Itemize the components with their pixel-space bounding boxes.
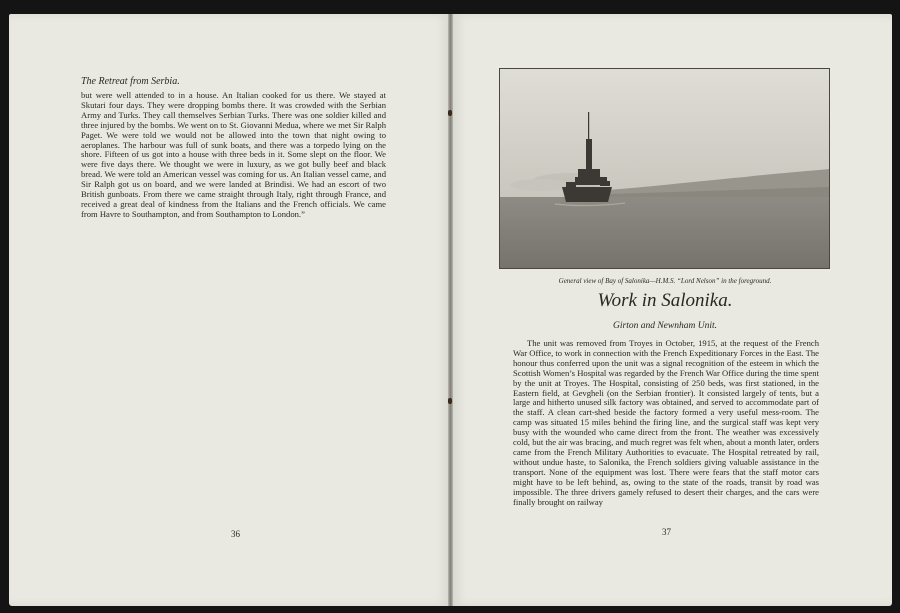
article-title: Work in Salonika. [597, 290, 733, 311]
photo-caption: General view of Bay of Salonika—H.M.S. “Lord Nelson” in the foreground. [558, 277, 772, 285]
left-body-text [81, 91, 386, 220]
book-gutter [448, 14, 453, 606]
page-number-right: 37 [662, 527, 671, 537]
paragraph: The unit was removed from Troyes in October, 1915, at the request of the French War Office, to work in connection with the French Expeditionary Forces in the East. The honour thus conferred upon the unit was a signal recognition of the esteem in which the Scottish Women’s Hospital was regarded by the French War Office during the time spent by the unit at Troyes. The Hospital, consisting of 250 beds, was first stationed, in the Eastern field, at Gevgheli (on the Serbian frontier). It consisted largely of tents, but a large and hitherto unused silk factory was obtained, and served to accommodate part of the staff. A clean cart-shed beside the factory formed a very useful mess-room. The camp was situated 15 miles behind the firing line, and the surgical staff was kept very busy with the wounded who came direct from the front. The weather was excessively cold, but the air was bracing, and much regret was felt when, about a month later, orders came from the French Military Authorities to evacuate. The Hospital retreated by rail, without undue haste, to Salonika, the French soldiers giving valuable assistance in the transport. None of the equipment was lost. There were fears that the staff motor cars might have to be left behind, as, owing to the state of the roads, transit by road was impossible. The three drivers gamely refused to desert their charges, and the cars were finally brought on railway [513, 338, 819, 507]
running-head: The Retreat from Serbia. [81, 76, 180, 87]
photo-bay-of-salonika [499, 68, 830, 269]
article-subtitle: Girton and Newnham Unit. [613, 321, 717, 331]
page-number-left: 36 [231, 529, 240, 539]
paragraph: but were well attended to in a house. An Italian cooked for us there. We stayed at Skutari four days. They were dropping bombs there. It was crowded with the Serbian Army and Turks. They call themselves Serbian Turks. There was one soldier killed and three injured by the bombs. We went on to St. Giovanni Medua, where we met Sir Ralph Paget. We were told we would not be allowed into the town that night owing to aeroplanes. The harbour was full of sunk boats, and there was a torpedo lying on the shore. Fifteen of us got into a house with three beds in it. Some slept on the floor. We were five days there. We thought we were in luxury, as we got bully beef and black bread. We were told an American vessel was coming for us. An Italian vessel came, and Sir Ralph got us on board, and we were landed at Brindisi. We had an escort of two British gunboats. From there we came straight through Italy, right through France, and received a great deal of kindness from the Italians and the French officials. We came from Havre to Southampton, and from Southampton to London.” [81, 90, 386, 219]
binding-staple [448, 398, 452, 404]
binding-staple [448, 110, 452, 116]
battleship-photo [500, 69, 829, 268]
right-body-text [513, 339, 819, 507]
bay-water [500, 197, 829, 268]
